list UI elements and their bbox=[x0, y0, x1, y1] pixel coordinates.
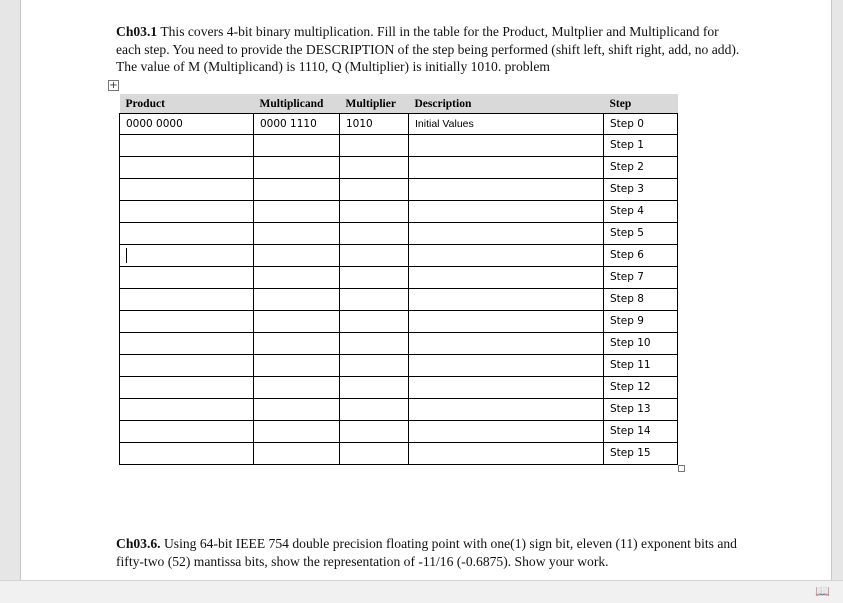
cell-multiplier[interactable] bbox=[340, 222, 409, 244]
table-row bbox=[120, 398, 678, 420]
question-label: Ch03.1 bbox=[116, 24, 158, 39]
cell-step[interactable]: Step 1 bbox=[604, 134, 678, 156]
cell-multiplicand[interactable] bbox=[254, 244, 340, 266]
cell-description[interactable]: Initial Values bbox=[409, 113, 604, 134]
cell-multiplicand[interactable] bbox=[254, 134, 340, 156]
cell-description[interactable] bbox=[409, 288, 604, 310]
question-text: This covers 4-bit binary multiplication. Fill in the table for the Product, Multplier and Multiplicand for each step. You need to provide the DESCRIPTION of the step being performed (shift left, shift right, add, no add). The value of M (Multiplicand) is 1110, Q (Multiplier) is initially 1010. problem bbox=[116, 24, 740, 74]
header-multiplier: Multiplier bbox=[340, 94, 409, 113]
cell-description[interactable] bbox=[409, 442, 604, 464]
table-row bbox=[120, 222, 678, 244]
header-step: Step bbox=[604, 94, 678, 113]
cell-product[interactable] bbox=[120, 134, 254, 156]
cell-description[interactable] bbox=[409, 354, 604, 376]
cell-step[interactable]: Step 11 bbox=[604, 354, 678, 376]
text-cursor bbox=[126, 248, 127, 263]
question-text: Using 64-bit IEEE 754 double precision floating point with one(1) sign bit, eleven (11) exponent bits and fifty-two (52) mantissa bits, show the representation of -11/16 (-0.6875). Show your work. bbox=[116, 536, 737, 569]
cell-multiplicand[interactable] bbox=[254, 354, 340, 376]
cell-multiplicand[interactable] bbox=[254, 332, 340, 354]
cell-product[interactable] bbox=[120, 266, 254, 288]
cell-multiplier[interactable] bbox=[340, 178, 409, 200]
cell-product[interactable] bbox=[120, 222, 254, 244]
cell-description[interactable] bbox=[409, 200, 604, 222]
cell-step[interactable]: Step 13 bbox=[604, 398, 678, 420]
cell-multiplicand[interactable] bbox=[254, 156, 340, 178]
table-row bbox=[120, 266, 678, 288]
cell-description[interactable] bbox=[409, 420, 604, 442]
cell-step[interactable]: Step 8 bbox=[604, 288, 678, 310]
cell-product[interactable] bbox=[120, 398, 254, 420]
table-header-row bbox=[120, 94, 678, 113]
cell-multiplier[interactable] bbox=[340, 442, 409, 464]
cell-multiplier[interactable] bbox=[340, 354, 409, 376]
cell-multiplier[interactable] bbox=[340, 398, 409, 420]
cell-product[interactable] bbox=[120, 354, 254, 376]
cell-multiplier[interactable] bbox=[340, 420, 409, 442]
cell-multiplicand[interactable] bbox=[254, 376, 340, 398]
cell-product[interactable] bbox=[120, 376, 254, 398]
cell-step[interactable]: Step 9 bbox=[604, 310, 678, 332]
header-multiplicand: Multiplicand bbox=[254, 94, 340, 113]
question-label: Ch03.6. bbox=[116, 536, 161, 551]
cell-description[interactable] bbox=[409, 376, 604, 398]
cell-multiplicand[interactable] bbox=[254, 398, 340, 420]
cell-description[interactable] bbox=[409, 222, 604, 244]
cell-multiplicand[interactable] bbox=[254, 288, 340, 310]
table-row bbox=[120, 288, 678, 310]
cell-multiplier[interactable] bbox=[340, 134, 409, 156]
table-row bbox=[120, 420, 678, 442]
cell-product[interactable] bbox=[120, 288, 254, 310]
cell-description[interactable] bbox=[409, 134, 604, 156]
table-row bbox=[120, 134, 678, 156]
table-resize-handle-icon[interactable] bbox=[678, 465, 685, 472]
table-row bbox=[120, 354, 678, 376]
book-icon[interactable]: 📖 bbox=[815, 584, 830, 598]
cell-product[interactable] bbox=[120, 420, 254, 442]
cell-multiplicand[interactable] bbox=[254, 222, 340, 244]
table-row bbox=[120, 200, 678, 222]
table-row bbox=[120, 244, 678, 266]
table-row bbox=[120, 442, 678, 464]
table-row bbox=[120, 156, 678, 178]
cell-multiplicand[interactable] bbox=[254, 442, 340, 464]
cell-step[interactable]: Step 7 bbox=[604, 266, 678, 288]
cell-description[interactable] bbox=[409, 156, 604, 178]
cell-product[interactable] bbox=[120, 200, 254, 222]
question-ch03-6[interactable] bbox=[116, 535, 756, 570]
cell-multiplicand[interactable] bbox=[254, 310, 340, 332]
header-product: Product bbox=[120, 94, 254, 113]
cell-multiplier[interactable] bbox=[340, 200, 409, 222]
document-page[interactable] bbox=[20, 0, 832, 580]
cell-description[interactable] bbox=[409, 310, 604, 332]
cell-multiplier[interactable] bbox=[340, 376, 409, 398]
cell-step[interactable]: Step 4 bbox=[604, 200, 678, 222]
status-bar bbox=[0, 580, 843, 603]
cell-step[interactable]: Step 14 bbox=[604, 420, 678, 442]
cell-step[interactable]: Step 5 bbox=[604, 222, 678, 244]
cell-step[interactable]: Step 3 bbox=[604, 178, 678, 200]
question-ch03-1[interactable] bbox=[116, 23, 746, 76]
cell-multiplier[interactable] bbox=[340, 244, 409, 266]
cell-product[interactable] bbox=[120, 156, 254, 178]
cell-step[interactable]: Step 2 bbox=[604, 156, 678, 178]
cell-description[interactable] bbox=[409, 332, 604, 354]
cell-multiplier[interactable] bbox=[340, 156, 409, 178]
cell-multiplier[interactable] bbox=[340, 332, 409, 354]
cell-description[interactable] bbox=[409, 244, 604, 266]
cell-step[interactable]: Step 6 bbox=[604, 244, 678, 266]
cell-product[interactable] bbox=[120, 442, 254, 464]
cell-multiplicand[interactable] bbox=[254, 266, 340, 288]
cell-product[interactable] bbox=[120, 178, 254, 200]
cell-product[interactable]: 0000 0000 bbox=[120, 113, 254, 134]
cell-multiplicand[interactable] bbox=[254, 420, 340, 442]
cell-multiplicand[interactable] bbox=[254, 200, 340, 222]
cell-multiplier[interactable] bbox=[340, 310, 409, 332]
cell-multiplicand[interactable]: 0000 1110 bbox=[254, 113, 340, 134]
cell-multiplicand[interactable] bbox=[254, 178, 340, 200]
cell-description[interactable] bbox=[409, 266, 604, 288]
cell-description[interactable] bbox=[409, 178, 604, 200]
cell-product[interactable] bbox=[120, 244, 254, 266]
cell-multiplier[interactable] bbox=[340, 288, 409, 310]
table-row bbox=[120, 113, 678, 134]
cell-product[interactable] bbox=[120, 332, 254, 354]
cell-step[interactable]: Step 10 bbox=[604, 332, 678, 354]
cell-product[interactable] bbox=[120, 310, 254, 332]
cell-step[interactable]: Step 12 bbox=[604, 376, 678, 398]
cell-step[interactable]: Step 15 bbox=[604, 442, 678, 464]
table-row bbox=[120, 332, 678, 354]
table-row bbox=[120, 178, 678, 200]
cell-multiplier[interactable] bbox=[340, 266, 409, 288]
table-row bbox=[120, 376, 678, 398]
cell-step[interactable]: Step 0 bbox=[604, 113, 678, 134]
table-move-handle-icon[interactable]: + bbox=[109, 80, 118, 91]
table-row bbox=[120, 310, 678, 332]
multiplication-table bbox=[119, 94, 678, 465]
cell-description[interactable] bbox=[409, 398, 604, 420]
header-description: Description bbox=[409, 94, 604, 113]
cell-multiplier[interactable]: 1010 bbox=[340, 113, 409, 134]
